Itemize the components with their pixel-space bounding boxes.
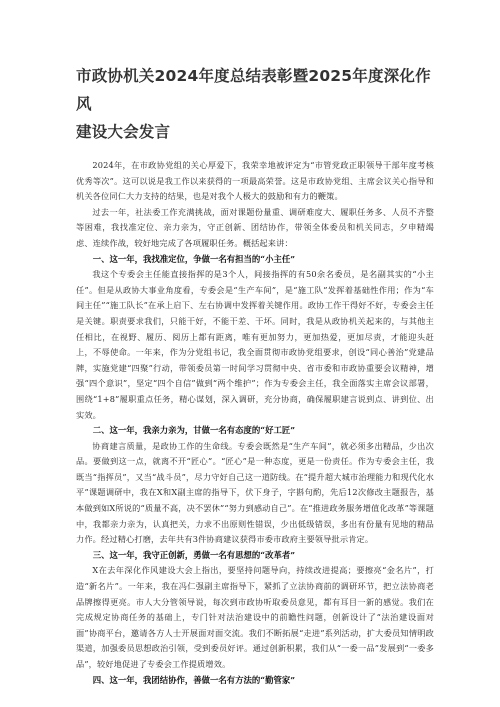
section-heading-3: 三、这一年，我守正创新，勇做一名有思想的“改革者” <box>92 549 296 560</box>
document-title <box>76 62 434 146</box>
section-heading-2: 二、这一年，我亲力亲为，甘做一名有态度的“好工匠” <box>92 425 296 436</box>
section-3-paragraph: X在去年深化作风建设大会上指出，要坚持问题导向，持续改进提高；要擦亮“金名片”，打造“新名片”。一年来，我在冯仁强副主席指导下，紧抓了立法协商前的调研环节，把立法协商老品牌擦得更亮。市人大分管领导说，每次到市政协听取委员意见，都有耳目一新的感觉。我们在完成规定协商任务的基础上，专门针对法治建设中的前瞻性问题，创新设计了“法治建设面对面”协商平台，邀请各方人士开展面对面交流。我们不断拓展“走进”系列活动，扩大委员知情明政渠道，加强委员思想政治引领，受到委员好评。通过创新积累，我们从“一委一品”发展到“一委多品”，较好地促进了专委会工作提质增效。 <box>76 565 434 669</box>
section-heading-4: 四、这一年，我团结协作，善做一名有方法的“勤管家” <box>92 674 296 685</box>
section-1-paragraph: 我这个专委会主任能直接指挥的是3个人，间接指挥的有50余名委员，是名副其实的“小主任”。但是从政协大事业角度看，专委会是“生产车间”，是“施工队”发挥着基础性作用；作为“车间主任”“施工队长”在承上启下、左右协调中发挥着关键作用。政协工作干得好不好，专委会主任是关键。职责要求我们，只能干好，不能干差、干坏。同时，我是从政协机关起来的，与其他主任相比，在视野、履历、阅历上都有距离，唯有更加努力，更加热爱，更加尽责，才能迎头赶上，不辱使命。一年来，作为分党组书记，我全面贯彻市政协党组要求，创设“同心善治”党建品牌，实施党建“四聚”行动，带领委员第一时间学习贯彻中央、省市委和市政协重要会议精神，增强“四个意识”，坚定“四个自信”做到“两个维护”；作为专委会主任，我全面落实主席会议部署，围绕“1+8”履职重点任务，精心谋划，深入调研，充分协商，确保履职建言说到点、讲到位、出实效。 <box>76 269 434 420</box>
document-title-line-2: 建设大会发言 <box>76 123 171 141</box>
section-heading-1: 一、这一年，我找准定位，争做一名有担当的“小主任” <box>92 253 296 264</box>
section-2-paragraph: 协商建言质量，是政协工作的生命线。专委会既然是“生产车间”，就必须多出精品，少出次品。要做到这一点，就离不开“匠心”。“匠心”是一种态度，更是一份责任。作为专委会主任，我既当“指挥员”，又当“战斗员”，尽力守好自己这一道防线。在“提升超大城市治理能力和现代化水平”课题调研中，我在X和X副主席的指导下，伏下身子，字斟句酌，先后12次修改主题报告，基本做到如X所说的“质量不高，决不罢休”“努力到感动自己”。在“推进政务服务增值化改革”等课题中，我都亲力亲为，认真把关，力求不出原则性错误，少出低级错误，多出有份量有见地的精品力作。经过精心打磨，去年共有3件协商建议获得市委市政府主要领导批示肯定。 <box>76 440 434 545</box>
document-title-line-1: 市政协机关2024年度总结表彰暨2025年度深化作风 <box>76 67 431 113</box>
intro-paragraph-2: 过去一年，社法委工作充满挑战，面对课题份量重、调研难度大、履职任务多、人员不齐整等困难，我找准定位、亲力亲为，守正创新、团结协作，带领全体委员和机关同志，夕申精竭虑、连续作战，较好地完成了各项履职任务。概括起来讲： <box>76 206 434 248</box>
intro-paragraph-1: 2024年，在市政协党组的关心厚爱下，我荣幸地被评定为“市管党政正职领导干部年度考核优秀等次”。这可以说是我工作以来获得的一项最高荣誉。这是市政协党组、主席会议关心指导和机关各位同仁大力支持的结果，也是对我个人极大的鼓励和有力的鞭策。 <box>76 160 434 202</box>
